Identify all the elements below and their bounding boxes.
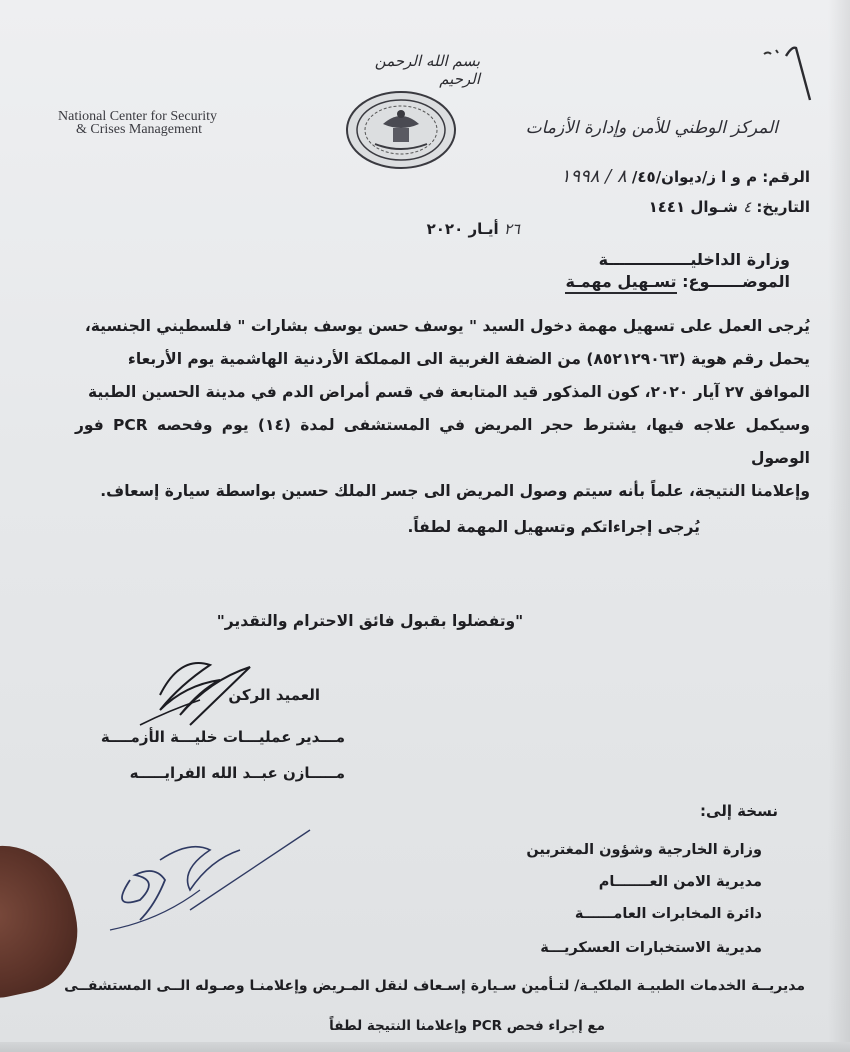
center-name-english — [58, 110, 338, 136]
closing-request: يُرجى إجراءاتكم وتسهيل المهمة لطفاً. — [407, 518, 700, 536]
reference-handwritten-number: ٨ / ١٩٩٨ — [560, 166, 627, 187]
gregorian-day-handwritten: ٢٦ — [503, 220, 520, 238]
copy-footnote: مع إجراء فحص PCR وإعلامنا النتيجة لطفاً — [329, 1018, 605, 1034]
page-edge-shadow — [828, 0, 850, 1052]
closing-regards: "وتفضلوا بقبول فائق الاحترام والتقدير" — [216, 612, 524, 630]
copy-recipient: وزارة الخارجية وشؤون المغتربين — [526, 842, 762, 858]
copy-recipient: دائرة المخابرات العامــــــة — [574, 906, 762, 922]
gregorian-date — [320, 220, 520, 238]
copy-recipient: مديرية الامن العـــــــام — [598, 874, 762, 890]
hijri-day-handwritten: ٤ — [743, 198, 752, 216]
subject-value: تسـهيل مهمـة — [565, 272, 676, 294]
body-line: يُرجى العمل على تسهيل مهمة دخول السيد " يوسف حسن يوسف بشارات " فلسطيني الجنسية، — [84, 317, 810, 335]
subject-label: الموضــــــوع: — [682, 272, 790, 291]
reference-number — [390, 166, 810, 187]
bismillah-header: بسم الله الرحمن الرحيم — [374, 52, 480, 88]
letter-body — [75, 310, 810, 508]
copy-recipient: مديرية الاستخبارات العسكريـــة — [540, 940, 762, 956]
signatory-name: مـــــازن عبــد الله الفرايـــــه — [129, 764, 345, 782]
hijri-date — [410, 198, 810, 216]
center-name-line-2: & Crises Management — [76, 122, 202, 137]
reference-label: الرقم: م و ا ز/ديوان/٤٥/ — [631, 168, 810, 186]
body-line: وسيكمل علاجه فيها، يشترط حجر المريض في المستشفى لمدة (١٤) يوم وفحصه PCR فور الوصول — [75, 416, 810, 467]
signatory-title: مـــدير عمليـــات خليـــة الأزمــــة — [100, 728, 345, 746]
date-label: التاريخ: — [756, 198, 810, 216]
body-line: الموافق ٢٧ آيار ٢٠٢٠، كون المذكور قيد المتابعة في قسم أمراض الدم في مدينة الحسين الطبية — [88, 383, 810, 401]
margin-mark-icon — [762, 40, 822, 110]
copies-header: نسخة إلى: — [700, 802, 778, 820]
copy-recipient: مديريــة الخدمات الطبيـة الملكيـة/ لتـأمين سـيارة إسـعاف لنقل المـريض وإعلامنـا وصـوله الــى المستشفــى — [64, 978, 805, 994]
signatory-rank: العميد الركن — [228, 686, 320, 704]
coat-of-arms-emblem-icon — [345, 90, 457, 170]
body-line: يحمل رقم هوية (٨٥٢١٢٩٠٦٣) من الضفة الغربية الى المملكة الأردنية الهاشمية يوم الأربعاء — [127, 350, 810, 368]
center-name-line-1: National Center for Security — [58, 109, 218, 124]
gregorian-month-year: أيـار ٢٠٢٠ — [426, 220, 499, 238]
bottom-paper-edge — [0, 1042, 850, 1052]
body-line: وإعلامنا النتيجة، علماً بأنه سيتم وصول المريض الى جسر الملك حسين بواسطة سيارة إسعاف. — [100, 482, 810, 500]
pen-doodle-icon — [90, 820, 320, 940]
hijri-month-year: شـوال ١٤٤١ — [648, 198, 738, 216]
addressee: وزارة الداخليـــــــــــــــة — [598, 250, 790, 269]
center-name-arabic: المركز الوطني للأمن وإدارة الأزمات — [525, 118, 778, 138]
subject-line — [270, 272, 790, 291]
